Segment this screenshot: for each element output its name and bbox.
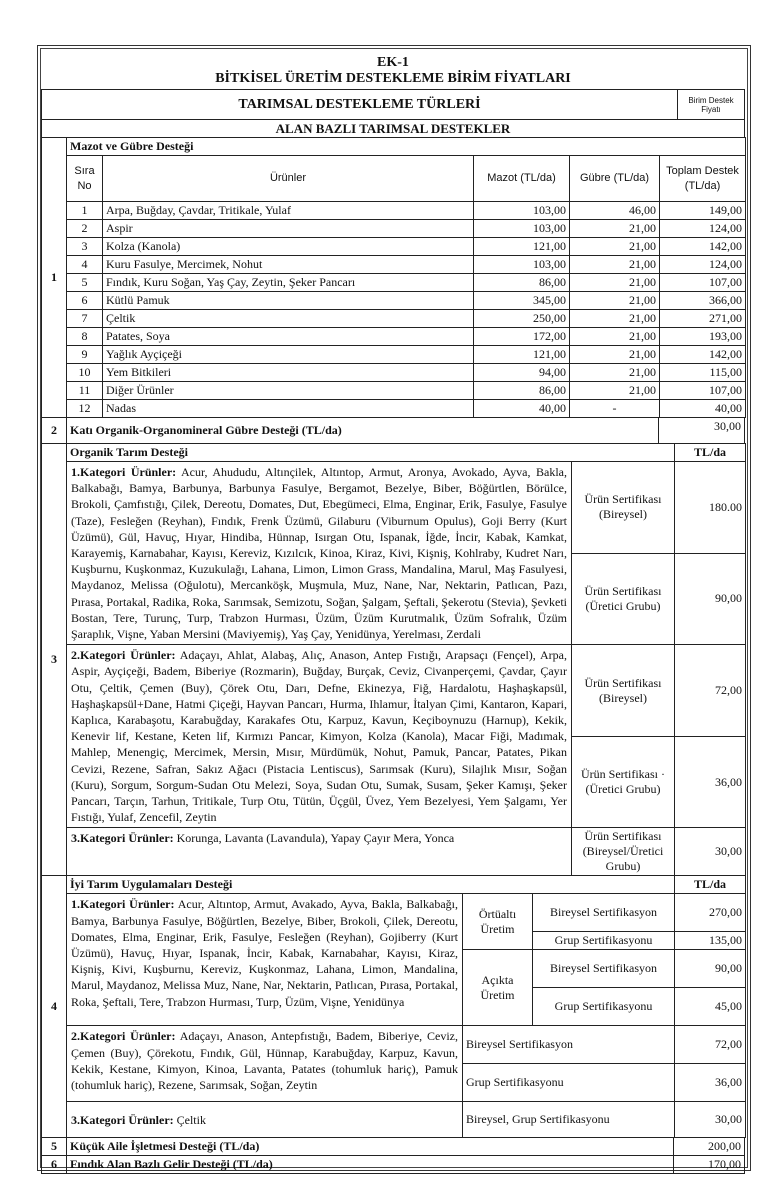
unit-price-header: Birim Destek Fiyatı (678, 90, 745, 120)
row-diesel: 121,00 (474, 238, 570, 256)
organic-cat1-label: 1.Kategori Ürünler: (71, 465, 177, 479)
section-4-unit: TL/da (675, 876, 746, 894)
gap-cat1-label: 1.Kategori Ürünler: (71, 897, 175, 912)
organic-cat1-val1: 180.00 (675, 462, 746, 554)
organic-cat1-cell (67, 462, 572, 645)
gap-cat1-text: Acur, Altıntop, Armut, Avakado, Ayva, Bakla, Balkabağı, Bamya, Barbunya Fasulye, Böğürtlen, Bezelye, Biber, Brokoli, Çilek, Dereotu, Domates, Elma, Enginar, Erik, Fasulye, Fesleğen (Reyhan), Gojiberry (Kurt Üzümü), Havuç, Hıyar, Ispanak, İncir, Kabak, Karnabahar, Kayısı, Kiraz, Kişniş, Kivi, Kuşburnu, Kereviz, Kuşkonmaz, Lahana, Limon, Mandalina, Marul, Maydanoz, Melissa Muz, Nane, Nar, Nektarin, Patlıcan, Pırasa, Portakal, Roka, Şeftali, Tere, Trabzon Hurması, Turp, Üzüm, Vişne, Yenidünya (71, 897, 458, 1009)
gap-cat3-cert: Bireysel, Grup Sertifikasyonu (463, 1102, 675, 1138)
row-no: 3 (67, 238, 103, 256)
section-6-value: 170,00 (674, 1156, 745, 1174)
row-product: Fındık, Kuru Soğan, Yaş Çay, Zeytin, Şeker Pancarı (103, 274, 474, 292)
row-total: 124,00 (660, 256, 746, 274)
row-product: Kütlü Pamuk (103, 292, 474, 310)
gap-cat3-label: 3.Kategori Ürünler: (71, 1112, 174, 1127)
row-total: 107,00 (660, 382, 746, 400)
table-row (42, 310, 746, 328)
row-fert: 21,00 (570, 238, 660, 256)
organic-cat2-label: 2.Kategori Ürünler: (71, 648, 176, 663)
section-1-table (41, 137, 746, 418)
section-3-table (41, 443, 746, 876)
row-product: Nadas (103, 400, 474, 418)
section-1-title: Mazot ve Gübre Desteği (67, 138, 746, 156)
row-product: Diğer Ürünler (103, 382, 474, 400)
row-no: 8 (67, 328, 103, 346)
covered-ind-cert: Bireysel Sertifikasyon (533, 894, 675, 932)
col-total-header: Toplam Destek (TL/da) (660, 156, 746, 202)
organic-cat2-cert1: Ürün Sertifikası (Bireysel) (572, 645, 675, 737)
organic-cat1-cert1: Ürün Sertifikası (Bireysel) (572, 462, 675, 554)
row-fert: 21,00 (570, 382, 660, 400)
organic-cat3-label: 3.Kategori Ürünler: (71, 831, 174, 846)
table-row (42, 292, 746, 310)
section-3-number: 3 (42, 444, 67, 876)
section-2-table (41, 417, 745, 444)
section-1-number: 1 (42, 138, 67, 418)
row-diesel: 250,00 (474, 310, 570, 328)
row-no: 7 (67, 310, 103, 328)
gap-cat2-label: 2.Kategori Ürünler: (71, 1029, 176, 1044)
table-row (42, 220, 746, 238)
row-product: Aspir (103, 220, 474, 238)
organic-cat2-cert2: Ürün Sertifikası · (Üretici Grubu) (572, 736, 675, 828)
table-row (42, 382, 746, 400)
row-total: 107,00 (660, 274, 746, 292)
row-no: 1 (67, 202, 103, 220)
section-3-title: Organik Tarım Desteği (67, 444, 675, 462)
open-ind-cert: Bireysel Sertifikasyon (533, 950, 675, 988)
section-6-number: 6 (42, 1156, 67, 1174)
types-title: TARIMSAL DESTEKLEME TÜRLERİ (42, 90, 678, 120)
organic-cat2-text: Adaçayı, Ahlat, Alabaş, Alıç, Anason, Antep Fıstığı, Arapsaçı (Fençel), Arpa, Aspir, Ayçiçeği, Badem, Biberiye (Rozmarin), Buğday, Burçak, Ceviz, Civanperçemi, Çavdar, Çayır Otu, Çeltik, Çemen (Buy), Çörek Otu, Darı, Defne, Ekinezya, Fiğ, Hardalotu, Haşhaşkapsül, Haşhaşkapsül+Dane, Hatmi Çiçeği, Hayvan Pancarı, Hurma, Ihlamur, İtalyan Çimi, Kantaron, Kapari, Kaplıca, Karabaşotu, Karabuğday, Karakafes Otu, Karpuz, Kavun, Keçiboynuzu (Harnup), Kekik, Kenevir lif, Kestane, Keten lif, Kırmızı Pancar, Kimyon, Kolza (Kanola), Macar Fiği, Madımak, Mahlep, Menengiç, Mercimek, Mersin, Mısır, Mürdümük, Nohut, Pamuk, Pancar, Patates, Pikan Cevizi, Rezene, Safran, Sakız Ağacı (Pistacia Lentiscus), Sarımsak (Kuru), Silajlık Mısır, Soğan (Kuru), Sorgum, Sorgum-Sudan Otu Melezi, Soya, Sudan Otu, Sumak, Susam, Şeker Kamışı, Şeker Pancarı, Tarçın, Tarhun, Tritikale, Turp Otu, Tütün, Üçgül, Üvez, Yem Bezelyesi, Yem Şalgamı, Yer Fıstığı, Yulaf, Zencefil, Zeytin (71, 648, 568, 825)
row-product: Kolza (Kanola) (103, 238, 474, 256)
row-fert: 21,00 (570, 364, 660, 382)
covered-grp-cert: Grup Sertifikasyonu (533, 932, 675, 950)
row-diesel: 172,00 (474, 328, 570, 346)
row-product: Yem Bitkileri (103, 364, 474, 382)
gap-cat2-ind-cert: Bireysel Sertifikasyon (463, 1026, 675, 1064)
gap-cat2-text: Adaçayı, Anason, Antepfıstığı, Badem, Biberiye, Ceviz, Çemen (Buy), Çörekotu, Fındık, Gül, Hünnap, Karabuğday, Karpuz, Kavun, Kekik, Kestane, Kimyon, Kinoa, Lavanta, Patates (tohumluk hariç), Pamuk (tohumluk hariç), Rezene, Sarımsak, Soğan, Zeytin (71, 1029, 459, 1093)
row-diesel: 103,00 (474, 202, 570, 220)
row-total: 124,00 (660, 220, 746, 238)
organic-cat1-text: Acur, Ahududu, Altınçilek, Altıntop, Armut, Aronya, Avokado, Ayva, Bakla, Balkabağı, Bamya, Barbunya, Barbunya Fasulye, Bergamot, Bezelye, Biber, Böğürtlen, Börülce, Brokoli, Çamfıstığı, Çilek, Dereotu, Domates, Dut, Ebegümeci, Elma, Enginar, Erik, Fasulye, Fasulye (Taze), Fesleğen (Reyhan), Fındık, Frenk Üzümü, Gilaburu (Viburnum Opulus), Goji Berry (Kurt Üzümü), Gül, Havuç, Hıyar, Hindiba, Hünnap, Isırgan Otu, Ispanak, İğde, İncir, Kabak, Kamkat, Karayemiş, Karnabahar, Kayısı, Kereviz, Kızılcık, Kinoa, Kiraz, Kivi, Kişniş, Kohlraby, Kudret Narı, Kuşburnu, Kuşkonmaz, Kuzukulağı, Lahana, Limon, Limon Grass, Mandalina, Marul, Maş Fasulyesi, Maydanoz, Melissa (Oğulotu), Mercanköşk, Muşmula, Muz, Nane, Nar, Nektarin, Patlıcan, Pazı, Pırasa, Portakal, Radika, Roka, Sarımsak, Semizotu, Soğan, Şalgam, Şeftali, Şekerotu (Stevia), Şevketi Bostan, Tere, Turunç, Turp, Trabzon Hurması, Üzüm, Üzüm Kurutmalık, Üzüm Sofralık, Üzüm Şaraplık, Vişne, Yaban Mersini (Maviyemiş), Yaş Çay, Yenidünya, Yerelması, Zerdali (71, 465, 567, 642)
main-title: BİTKİSEL ÜRETİM DESTEKLEME BİRİM FİYATLARI (215, 71, 571, 86)
row-product: Kuru Fasulye, Mercimek, Nohut (103, 256, 474, 274)
organic-cat2-cell (67, 645, 572, 828)
row-no: 11 (67, 382, 103, 400)
covered-production-label: Örtüaltı Üretim (463, 894, 533, 950)
table-row (42, 364, 746, 382)
table-row (42, 238, 746, 256)
gap-cat2-cell (67, 1026, 463, 1102)
section-2-title: Katı Organik-Organomineral Gübre Desteği (TL/da) (67, 418, 659, 444)
row-diesel: 103,00 (474, 220, 570, 238)
col-diesel-header: Mazot (TL/da) (474, 156, 570, 202)
col-fert-header: Gübre (TL/da) (570, 156, 660, 202)
table-row (42, 202, 746, 220)
row-product: Patates, Soya (103, 328, 474, 346)
open-ind-val: 90,00 (675, 950, 746, 988)
row-product: Yağlık Ayçiçeği (103, 346, 474, 364)
row-fert: 21,00 (570, 220, 660, 238)
gap-cat2-grp-cert: Grup Sertifikasyonu (463, 1064, 675, 1102)
annex-label: EK-1 (377, 55, 409, 70)
document (41, 55, 745, 1174)
table-row (42, 328, 746, 346)
row-diesel: 121,00 (474, 346, 570, 364)
open-grp-cert: Grup Sertifikasyonu (533, 988, 675, 1026)
row-diesel: 86,00 (474, 274, 570, 292)
row-total: 193,00 (660, 328, 746, 346)
gap-cat2-grp-val: 36,00 (675, 1064, 746, 1102)
gap-cat1-cell (67, 894, 463, 1026)
section-4-number: 4 (42, 876, 67, 1138)
organic-cat3-cell (67, 828, 572, 876)
section-4-title: İyi Tarım Uygulamaları Desteği (67, 876, 675, 894)
row-fert: 21,00 (570, 274, 660, 292)
row-fert: - (570, 400, 660, 418)
section-6-title: Fındık Alan Bazlı Gelir Desteği (TL/da) (67, 1156, 674, 1174)
row-diesel: 94,00 (474, 364, 570, 382)
section-5-6-table (41, 1137, 745, 1174)
row-no: 5 (67, 274, 103, 292)
row-no: 12 (67, 400, 103, 418)
organic-cat1-cert2: Ürün Sertifikası (Üretici Grubu) (572, 553, 675, 645)
gap-cat3-val: 30,00 (675, 1102, 746, 1138)
table-row (42, 274, 746, 292)
row-diesel: 345,00 (474, 292, 570, 310)
table-row (42, 400, 746, 418)
row-no: 2 (67, 220, 103, 238)
gap-cat2-ind-val: 72,00 (675, 1026, 746, 1064)
row-no: 4 (67, 256, 103, 274)
organic-cat2-val1: 72,00 (675, 645, 746, 737)
organic-cat3-val: 30,00 (675, 828, 746, 876)
table-row (42, 256, 746, 274)
open-production-label: Açıkta Üretim (463, 950, 533, 1026)
row-product: Arpa, Buğday, Çavdar, Tritikale, Yulaf (103, 202, 474, 220)
section-2-value: 30,00 (659, 418, 745, 444)
row-total: 271,00 (660, 310, 746, 328)
section-2-number: 2 (42, 418, 67, 444)
row-total: 149,00 (660, 202, 746, 220)
row-total: 115,00 (660, 364, 746, 382)
row-fert: 21,00 (570, 328, 660, 346)
section-3-unit: TL/da (675, 444, 746, 462)
table-row (42, 346, 746, 364)
row-total: 366,00 (660, 292, 746, 310)
section-5-value: 200,00 (674, 1138, 745, 1156)
row-fert: 21,00 (570, 256, 660, 274)
gap-cat3-cell (67, 1102, 463, 1138)
row-total: 142,00 (660, 346, 746, 364)
types-header-table (41, 89, 745, 138)
open-grp-val: 45,00 (675, 988, 746, 1026)
row-no: 10 (67, 364, 103, 382)
section-5-title: Küçük Aile İşletmesi Desteği (TL/da) (67, 1138, 674, 1156)
row-no: 6 (67, 292, 103, 310)
area-title: ALAN BAZLI TARIMSAL DESTEKLER (42, 120, 745, 138)
row-diesel: 103,00 (474, 256, 570, 274)
row-product: Çeltik (103, 310, 474, 328)
covered-grp-val: 135,00 (675, 932, 746, 950)
organic-cat2-val2: 36,00 (675, 736, 746, 828)
covered-ind-val: 270,00 (675, 894, 746, 932)
gap-cat3-text: Çeltik (176, 1112, 206, 1127)
row-fert: 21,00 (570, 346, 660, 364)
col-no-header: Sıra No (67, 156, 103, 202)
row-no: 9 (67, 346, 103, 364)
section-5-number: 5 (42, 1138, 67, 1156)
organic-cat1-val2: 90,00 (675, 553, 746, 645)
col-products-header: Ürünler (103, 156, 474, 202)
row-fert: 21,00 (570, 292, 660, 310)
section-4-table (41, 875, 746, 1138)
row-diesel: 86,00 (474, 382, 570, 400)
row-diesel: 40,00 (474, 400, 570, 418)
organic-cat3-cert: Ürün Sertifikası (Bireysel/Üretici Grubu) (572, 828, 675, 876)
organic-cat3-text: Korunga, Lavanta (Lavandula), Yapay Çayır Mera, Yonca (176, 831, 455, 846)
row-fert: 21,00 (570, 310, 660, 328)
row-fert: 46,00 (570, 202, 660, 220)
row-total: 142,00 (660, 238, 746, 256)
row-total: 40,00 (660, 400, 746, 418)
